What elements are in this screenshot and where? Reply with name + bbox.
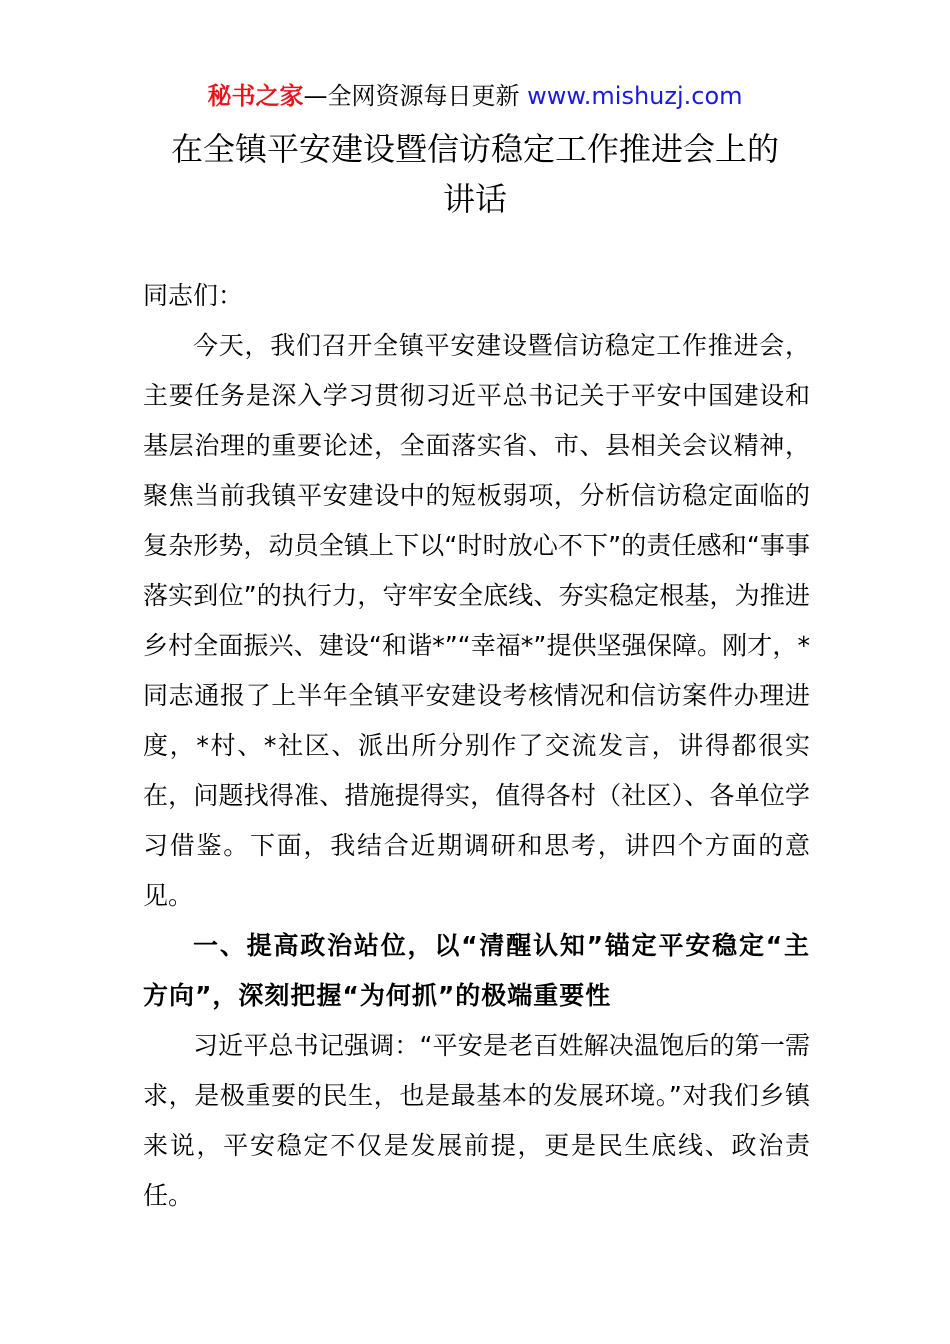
paragraph-section-1: 习近平总书记强调：“平安是老百姓解决温饱后的第一需求，是极重要的民生，也是最基本的发展环境。”对我们乡镇来说，平安稳定不仅是发展前提，更是民生底线、政治责任。 <box>143 1031 810 1210</box>
brand-name: 秘书之家 <box>207 82 304 110</box>
document-title <box>120 124 830 224</box>
salutation: 同志们： <box>143 281 244 310</box>
watermark-header <box>0 80 950 112</box>
site-link[interactable]: www.mishuzj.com <box>527 82 743 110</box>
document-body <box>143 271 810 1221</box>
header-tagline: —全网资源每日更新 <box>303 82 520 110</box>
paragraph-intro: 今天，我们召开全镇平安建设暨信访稳定工作推进会，主要任务是深入学习贯彻习近平总书记关于平安中国建设和基层治理的重要论述，全面落实省、市、县相关会议精神，聚焦当前我镇平安建设中的短板弱项，分析信访稳定面临的复杂形势，动员全镇上下以“时时放心不下”的责任感和“事事落实到位”的执行力，守牢安全底线、夯实稳定根基，为推进乡村全面振兴、建设“和谐*”“幸福*”提供坚强保障。刚才，*同志通报了上半年全镇平安建设考核情况和信访案件办理进度，*村、*社区、派出所分别作了交流发言，讲得都很实在，问题找得准、措施提得实，值得各村（社区）、各单位学习借鉴。下面，我结合近期调研和思考，讲四个方面的意见。 <box>143 331 810 910</box>
title-line-2: 讲话 <box>442 180 507 218</box>
title-line-1: 在全镇平安建设暨信访稳定工作推进会上的 <box>170 130 779 168</box>
section-heading-1: 一、提高政治站位，以“清醒认知”锚定平安稳定“主方向”，深刻把握“为何抓”的极端重要性 <box>143 931 810 1010</box>
